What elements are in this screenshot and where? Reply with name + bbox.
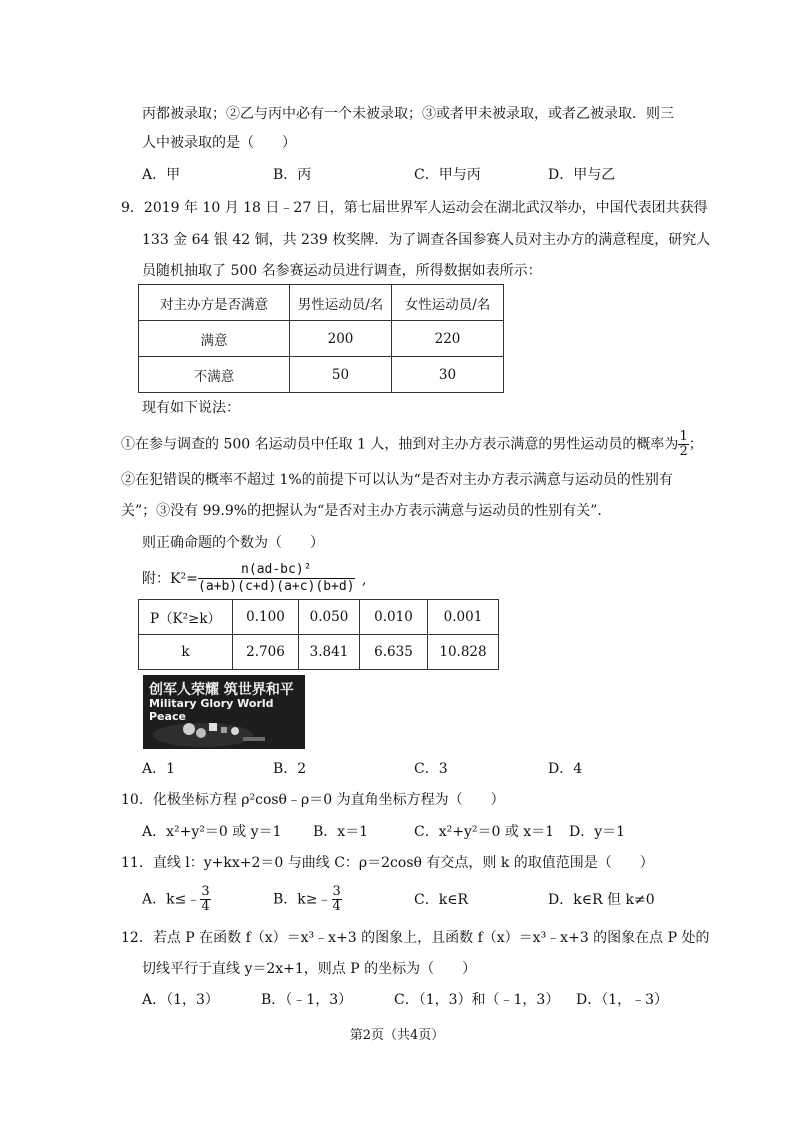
q12-line1: 12．若点 P 在函数 f（x）＝x³﹣x+3 的图象上，且函数 f（x）＝x³﹣x+3 的图象在点 P 处的 <box>121 930 710 946</box>
fraction-denominator: 4 <box>201 899 210 914</box>
q12-option-c: C．（1，3）和（﹣1，3） <box>394 992 560 1008</box>
q8-option-a: A．甲 <box>142 167 181 183</box>
survey-header-cell: 女性运动员/名 <box>392 285 504 321</box>
fraction-denominator: 4 <box>332 899 341 914</box>
critical-value-table <box>138 599 499 670</box>
table-cell: 0.050 <box>299 600 360 635</box>
q9-s1-end: ； <box>688 436 703 453</box>
q10-stem: 10．化极坐标方程 ρ²cosθ﹣ρ＝0 为直角坐标方程为（ ） <box>121 792 505 808</box>
formula-numerator: n(ad-bc)² <box>198 562 355 579</box>
table-cell: 2.706 <box>233 635 299 670</box>
q9-option-a: A．1 <box>142 761 176 777</box>
table-cell: 3.841 <box>299 635 360 670</box>
table-cell: 200 <box>290 321 392 357</box>
military-games-banner-image <box>143 675 305 749</box>
q10-option-d: D．y＝1 <box>569 824 626 840</box>
survey-table <box>138 284 504 393</box>
q9-s1-text: ①在参与调查的 500 名运动员中任取 1 人，抽到对主办方表示满意的男性运动员的概率为 <box>121 436 679 453</box>
formula-end: , <box>362 572 367 588</box>
q8-line2: 人中被录取的是（ ） <box>142 135 296 151</box>
q9-line1: 9．2019 年 10 月 18 日﹣27 日，第七届世界军人运动会在湖北武汉举办，中国代表团共获得 <box>121 200 708 216</box>
table-row <box>139 357 504 393</box>
table-cell: 0.100 <box>233 600 299 635</box>
q9-line2: 133 金 64 银 42 铜，共 239 枚奖牌．为了调查各国参赛人员对主办方的满意程度，研究人 <box>142 232 711 248</box>
q11-option-b <box>273 885 342 914</box>
q10-option-a: A．x²+y²＝0 或 y＝1 <box>142 824 282 840</box>
q11-option-d: D．k∈R 但 k≠0 <box>548 892 655 908</box>
q9-appendix-label: 附：K²= <box>142 571 198 587</box>
survey-header-cell: 男性运动员/名 <box>290 285 392 321</box>
q9-s1-fraction <box>678 430 688 459</box>
table-cell: 不满意 <box>139 357 290 393</box>
table-cell: 6.635 <box>360 635 428 670</box>
q9-option-d: D．4 <box>548 761 583 777</box>
q9-question: 则正确命题的个数为（ ） <box>142 535 324 551</box>
table-cell: P（K²≥k） <box>139 600 233 635</box>
q11-option-b-text: B．k≥﹣ <box>273 891 332 908</box>
q11-option-b-fraction <box>332 885 342 914</box>
fraction-numerator: 3 <box>201 884 210 899</box>
table-row <box>139 635 499 670</box>
q10-option-c: C．x²+y²＝0 或 x＝1 <box>414 824 555 840</box>
table-cell: 满意 <box>139 321 290 357</box>
banner-title: 创军人荣耀 筑世界和平 <box>149 682 294 698</box>
q12-option-d: D．（1，﹣3） <box>576 992 669 1008</box>
q12-option-a: A．（1，3） <box>142 992 219 1008</box>
banner-graphic-icon <box>143 675 305 749</box>
q12-line2: 切线平行于直线 y＝2x+1，则点 P 的坐标为（ ） <box>142 961 477 977</box>
q9-line3: 员随机抽取了 500 名参赛运动员进行调查，所得数据如表所示： <box>142 263 542 279</box>
survey-header-cell: 对主办方是否满意 <box>139 285 290 321</box>
q8-option-d: D．甲与乙 <box>548 167 616 183</box>
table-cell: 0.001 <box>428 600 499 635</box>
page-footer: 第2页（共4页） <box>349 1028 445 1043</box>
fraction-numerator: 1 <box>679 429 688 444</box>
q8-line1: 丙都被录取；②乙与丙中必有一个未被录取；③或者甲未被录取，或者乙被录取．则三 <box>142 106 674 122</box>
q9-option-b: B．2 <box>273 761 307 777</box>
table-cell: 50 <box>290 357 392 393</box>
fraction-numerator: 3 <box>332 884 341 899</box>
q8-option-c: C．甲与丙 <box>414 167 481 183</box>
q11-option-a-fraction <box>200 885 210 914</box>
q11-option-c: C．k∈R <box>414 892 469 908</box>
table-cell: 220 <box>392 321 504 357</box>
fraction-denominator: 2 <box>679 444 688 459</box>
q9-statement-1 <box>121 430 703 459</box>
q9-statement-2b: 关”；③没有 99.9%的把握认为“是否对主办方表示满意与运动员的性别有关”． <box>121 503 612 519</box>
q9-option-c: C．3 <box>414 761 448 777</box>
q12-option-b: B．（﹣1，3） <box>261 992 353 1008</box>
q11-option-a <box>142 885 211 914</box>
q9-statement-2a: ②在犯错误的概率不超过 1%的前提下可以认为“是否对主办方表示满意与运动员的性别有 <box>121 472 673 488</box>
q9-intro: 现有如下说法： <box>142 400 240 416</box>
k2-formula <box>198 562 355 594</box>
table-row <box>139 600 499 635</box>
table-cell: 0.010 <box>360 600 428 635</box>
q10-option-b: B．x＝1 <box>313 824 369 840</box>
q11-option-a-text: A．k≤﹣ <box>142 891 201 908</box>
table-cell: k <box>139 635 233 670</box>
survey-table-header <box>139 285 504 321</box>
table-cell: 30 <box>392 357 504 393</box>
table-cell: 10.828 <box>428 635 499 670</box>
formula-denominator: (a+b)(c+d)(a+c)(b+d) <box>198 579 355 594</box>
q8-option-b: B．丙 <box>273 167 312 183</box>
banner-subtitle: Military Glory World Peace <box>149 697 274 723</box>
table-row <box>139 321 504 357</box>
q11-stem: 11．直线 l：y+kx+2＝0 与曲线 C：ρ＝2cosθ 有交点，则 k 的取值范围是（ ） <box>121 855 654 871</box>
